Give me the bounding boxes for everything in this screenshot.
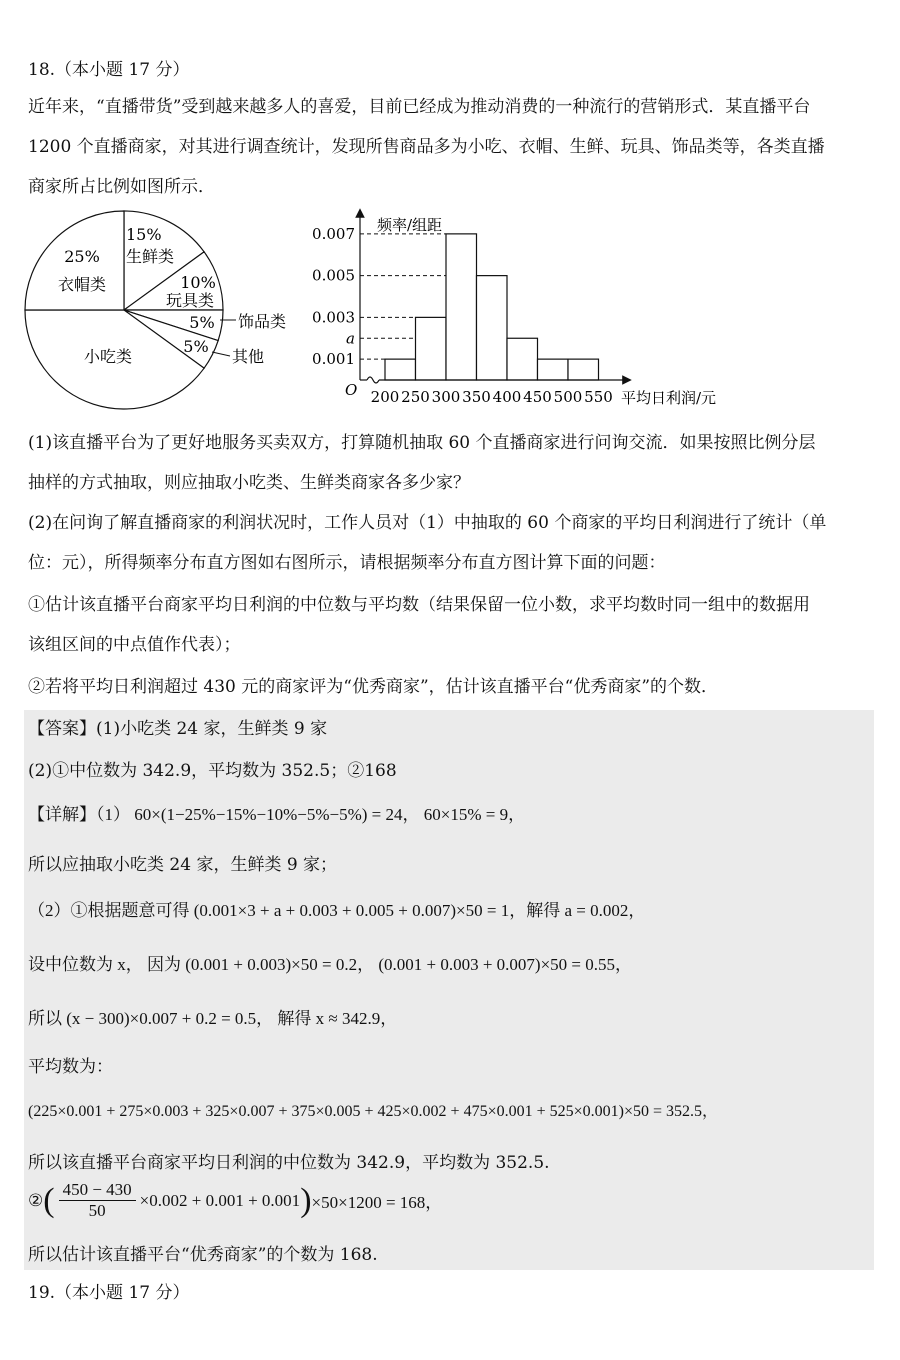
x-tick-label-5: 450	[523, 388, 552, 406]
x-tick-label-2: 300	[431, 388, 461, 406]
histogram-bar-4	[507, 338, 538, 380]
histogram-bar-3	[477, 276, 508, 380]
histogram-bar-2	[446, 234, 477, 380]
histogram	[305, 205, 765, 410]
pie-label-clothing-name: 衣帽类	[57, 275, 107, 294]
part2-line-5: ②若将平均日利润超过 430 元的商家评为“优秀商家”，估计该直播平台“优秀商家”的个数．	[28, 677, 719, 697]
fraction-tail: ×50×1200 = 168，	[311, 1193, 443, 1212]
detail-line-7: (225×0.001 + 275×0.003 + 325×0.007 + 375×0.005 + 425×0.002 + 475×0.001 + 525×0.001)×50 = 352.5，	[28, 1103, 719, 1120]
detail-line-2: 所以应抽取小吃类 24 家，生鲜类 9 家；	[28, 855, 338, 875]
pie-slices	[25, 211, 223, 409]
fraction-denominator: 50	[88, 1201, 106, 1220]
y-tick-label-1: a	[346, 329, 355, 348]
circled-two: ②	[28, 1190, 44, 1210]
y-tick-labels	[312, 225, 355, 368]
pie-label-clothing-pct: 25%	[64, 247, 100, 266]
detail-line-9: 所以估计该直播平台“优秀商家”的个数为 168.	[28, 1245, 378, 1265]
x-tick-labels	[371, 388, 613, 406]
part1-line-2: 抽样的方式抽取，则应抽取小吃类、生鲜类商家各多少家？	[28, 473, 470, 493]
pie-label-other-name: 其他	[232, 347, 265, 366]
y-tick-label-4: 0.007	[312, 224, 355, 243]
x-tick-label-7: 550	[584, 388, 613, 406]
histogram-bar-0	[385, 359, 416, 380]
part1-line-1: (1)该直播平台为了更好地服务买卖双方，打算随机抽取 60 个直播商家进行问询交流．如果按照比例分层	[28, 433, 816, 453]
y-tick-label-2: 0.003	[312, 308, 355, 327]
y-tick-label-3: 0.005	[312, 266, 355, 285]
answer-line: 【答案】(1)小吃类 24 家，生鲜类 9 家	[28, 719, 328, 739]
fraction-rest: ×0.002 + 0.001 + 0.001	[139, 1190, 301, 1210]
histogram-bar-6	[568, 359, 599, 380]
part2-line-1: (2)在问询了解直播商家的利润状况时，工作人员对（1）中抽取的 60 个商家的平均日利润进行了统计（单	[28, 513, 827, 533]
detail-line-3: （2）①根据题意可得 (0.001×3 + a + 0.003 + 0.005 + 0.007)×50 = 1，解得 a = 0.002，	[28, 901, 646, 920]
origin-label: O	[345, 381, 358, 399]
y-tick-label-0: 0.001	[312, 350, 355, 369]
pie-label-jewelry-name: 饰品类	[238, 312, 287, 331]
pie-chart	[20, 210, 310, 410]
intro-line-1: 近年来，“直播带货”受到越来越多人的喜爱，目前已经成为推动消费的一种流行的营销形式．某直播平台	[28, 97, 811, 117]
part2-line-3: ①估计该直播平台商家平均日利润的中位数与平均数（结果保留一位小数，求平均数时同一组中的数据用	[28, 595, 810, 615]
detail-line-1: 【详解】（1） 60×(1−25%−15%−10%−5%−5%) = 24， 60×15% = 9，	[28, 805, 526, 824]
x-tick-label-6: 500	[553, 388, 583, 406]
pie-label-other-pct: 5%	[183, 337, 209, 356]
fraction	[59, 1180, 136, 1221]
x-axis-label: 平均日利润/元	[621, 389, 717, 407]
x-tick-label-0: 200	[370, 388, 400, 406]
detail-line-8: 所以该直播平台商家平均日利润的中位数为 342.9，平均数为 352.5.	[28, 1153, 550, 1173]
question-18-header: 18.（本小题 17 分）	[28, 60, 190, 80]
detail-line-6: 平均数为：	[28, 1057, 113, 1077]
part2-line-4: 该组区间的中点值作代表）；	[28, 635, 241, 655]
pie-label-jewelry-pct: 5%	[189, 313, 215, 332]
intro-line-2: 1200 个直播商家，对其进行调查统计，发现所售商品多为小吃、衣帽、生鲜、玩具、饰品类等，各类直播	[28, 137, 825, 157]
y-axis-label: 频率/组距	[377, 216, 443, 234]
pie-label-snack-name: 小吃类	[83, 347, 133, 366]
histogram-bars	[385, 234, 599, 380]
x-tick-label-1: 250	[401, 388, 430, 406]
pie-label-fresh-pct: 15%	[126, 225, 162, 244]
detail-line-4: 设中位数为 x， 因为 (0.001 + 0.003)×50 = 0.2， (0.001 + 0.003 + 0.007)×50 = 0.55，	[28, 955, 633, 974]
pie-label-toy-pct: 10%	[180, 273, 216, 292]
pie-label-fresh-name: 生鲜类	[126, 247, 175, 266]
x-tick-label-3: 350	[462, 388, 491, 406]
detail-fraction-line: ② ( $\frac{450 - 430}{50}$ ×0.002 + 0.001 + 0.001 ) ×50×1200 = 168，	[28, 1180, 443, 1220]
pie-label-toy-name: 玩具类	[165, 291, 215, 310]
histogram-bar-1	[416, 317, 447, 380]
x-tick-label-4: 400	[492, 388, 522, 406]
part2-line-2: 位：元），所得频率分布直方图如右图所示，请根据频率分布直方图计算下面的问题：	[28, 553, 666, 573]
fraction-numerator: 450 − 430	[59, 1180, 136, 1201]
detail-line-5: 所以 (x − 300)×0.007 + 0.2 = 0.5， 解得 x ≈ 342.9，	[28, 1009, 398, 1028]
answer-line-2: (2)①中位数为 342.9，平均数为 352.5；②168	[28, 761, 397, 781]
histogram-bar-5	[538, 359, 569, 380]
question-19-header: 19.（本小题 17 分）	[28, 1283, 190, 1303]
intro-line-3: 商家所占比例如图所示．	[28, 177, 215, 197]
